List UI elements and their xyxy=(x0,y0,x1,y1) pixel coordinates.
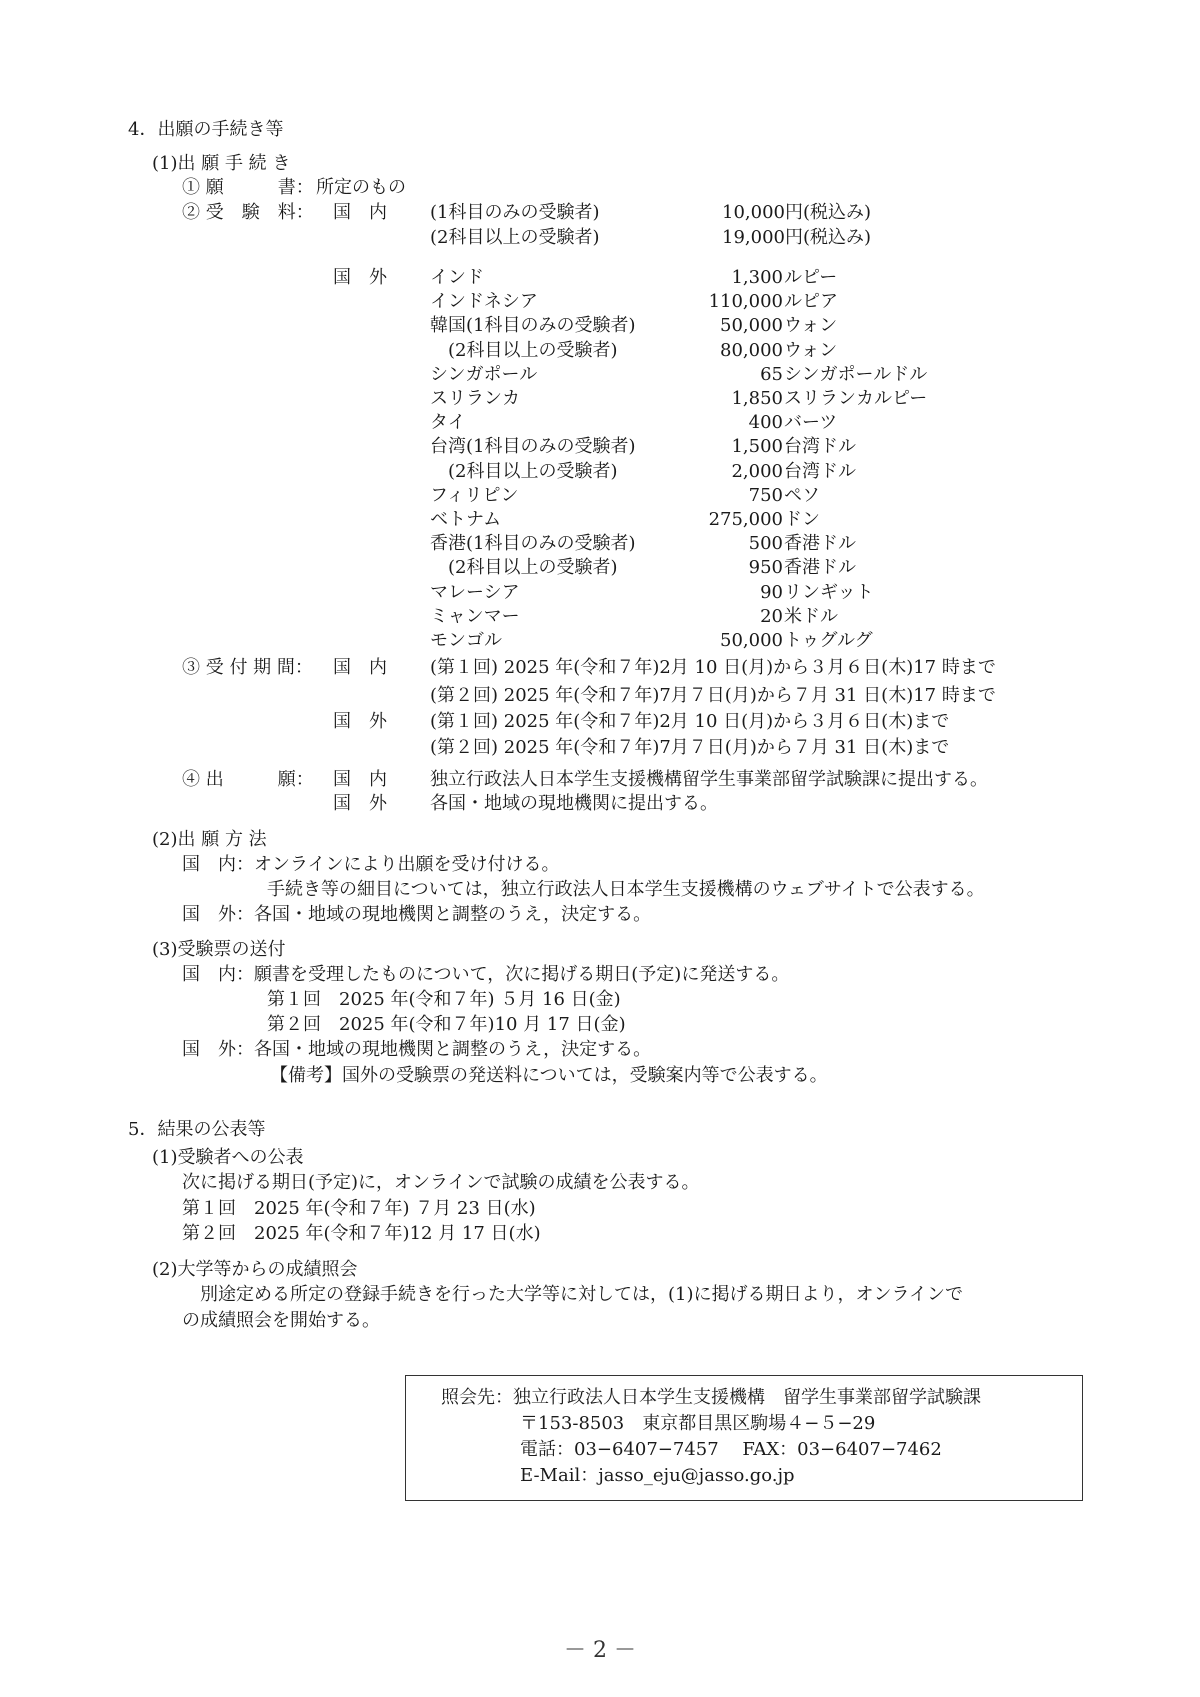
results-date-2: 第２回 2025 年(令和７年)12 月 17 日(水) xyxy=(182,1223,541,1244)
overseas-fee-currency: シンガポールドル xyxy=(784,363,928,385)
overseas-fee-amount: 65 xyxy=(760,363,783,385)
contact-org: 照会先：独立行政法人日本学生支援機構 留学生事業部留学試験課 xyxy=(441,1387,981,1408)
overseas-fee-currency: ペソ xyxy=(784,484,820,506)
overseas-fee-country: ベトナム xyxy=(430,509,502,530)
domestic-fee-name: (1科目のみの受験者) xyxy=(430,202,600,223)
overseas-fee-country: モンゴル xyxy=(430,630,502,651)
overseas-fee-currency: ルピー xyxy=(784,267,838,288)
overseas-fee-country: 韓国(1科目のみの受験者) xyxy=(430,315,636,337)
item-2-overseas: 国 外 xyxy=(333,267,387,288)
ticket-date-1: 第１回 2025 年(令和７年) ５月 16 日(金) xyxy=(267,989,621,1010)
section-4-heading: 4．出願の手続き等 xyxy=(128,119,284,140)
results-date-1: 第１回 2025 年(令和７年) ７月 23 日(水) xyxy=(182,1198,536,1219)
overseas-fee-amount: 1,300 xyxy=(731,267,783,288)
overseas-fee-country: ミャンマー xyxy=(430,605,520,627)
overseas-fee-country: (2科目以上の受験者) xyxy=(430,557,618,579)
ticket-domestic: 国 内：願書を受理したものについて，次に掲げる期日(予定)に発送する。 xyxy=(182,964,790,985)
sub-1-heading: (1)出 願 手 続 き xyxy=(152,153,291,174)
item-4-overseas: 国 外 xyxy=(333,793,387,814)
item-3-overseas: 国 外 xyxy=(333,711,387,732)
submit-overseas: 各国・地域の現地機関に提出する。 xyxy=(430,793,718,814)
overseas-fee-currency: トゥグルグ xyxy=(784,630,873,651)
overseas-fee-currency: ウォン xyxy=(784,339,838,361)
section-5-heading: 5．結果の公表等 xyxy=(128,1119,266,1140)
inquiry-line-2: の成績照会を開始する。 xyxy=(182,1310,380,1331)
submit-domestic: 独立行政法人日本学生支援機構留学生事業部留学試験課に提出する。 xyxy=(430,769,988,790)
overseas-fee-currency: 香港ドル xyxy=(784,533,856,555)
domestic-fee-name: (2科目以上の受験者) xyxy=(430,227,600,248)
method-domestic-detail: 手続き等の細目については，独立行政法人日本学生支援機構のウェブサイトで公表する。 xyxy=(267,879,985,900)
overseas-fee-amount: 90 xyxy=(760,581,783,603)
overseas-fee-country: マレーシア xyxy=(430,581,520,603)
contact-address: 〒153-8503 東京都目黒区駒場４−５−29 xyxy=(520,1413,876,1434)
overseas-fee-currency: 台湾ドル xyxy=(784,460,856,482)
period-domestic-2: (第２回) 2025 年(令和７年)7月７日(月)から７月 31 日(木)17 時まで xyxy=(430,685,996,706)
overseas-fee-amount: 1,500 xyxy=(731,436,783,458)
item-4-label: ④ 出 願： xyxy=(182,769,314,790)
overseas-fee-country: 香港(1科目のみの受験者) xyxy=(430,533,636,555)
overseas-fee-amount: 950 xyxy=(748,557,783,579)
ticket-overseas: 国 外：各国・地域の現地機関と調整のうえ，決定する。 xyxy=(182,1039,652,1060)
contact-box xyxy=(405,1375,1083,1501)
overseas-fee-country: シンガポール xyxy=(430,363,538,385)
period-domestic-1: (第１回) 2025 年(令和７年)2月 10 日(月)から３月６日(木)17 時まで xyxy=(430,657,996,678)
overseas-fee-currency: バーツ xyxy=(784,412,838,434)
contact-email[interactable]: E-Mail：jasso_eju@jasso.go.jp xyxy=(520,1465,795,1486)
overseas-fee-country: フィリピン xyxy=(430,484,519,506)
item-3-label: ③ 受 付 期 間： xyxy=(182,657,313,678)
item-3-domestic: 国 内 xyxy=(333,657,387,678)
sub-3-heading: (3)受験票の送付 xyxy=(152,939,286,960)
overseas-fee-amount: 400 xyxy=(748,412,783,434)
overseas-fee-currency: ウォン xyxy=(784,315,838,337)
page-number: － 2 － xyxy=(564,1638,636,1663)
overseas-fee-currency: ルピア xyxy=(784,291,838,313)
sub-2-heading: (2)出 願 方 法 xyxy=(152,829,267,850)
overseas-fee-country: インドネシア xyxy=(430,291,538,313)
overseas-fee-country: (2科目以上の受験者) xyxy=(430,339,618,361)
overseas-fee-amount: 80,000 xyxy=(720,339,783,361)
overseas-fee-currency: 米ドル xyxy=(784,605,838,627)
domestic-fee-amount: 19,000円(税込み) xyxy=(722,227,872,248)
overseas-fee-amount: 50,000 xyxy=(720,315,783,337)
overseas-fee-currency: 香港ドル xyxy=(784,557,856,579)
overseas-fee-currency: ドン xyxy=(784,509,820,530)
domestic-fee-amount: 10,000円(税込み) xyxy=(722,202,872,223)
overseas-fee-currency: リンギット xyxy=(784,581,874,603)
ticket-note: 【備考】国外の受験票の発送料については，受験案内等で公表する。 xyxy=(270,1065,828,1086)
overseas-fee-amount: 1,850 xyxy=(731,388,783,409)
overseas-fee-country: タイ xyxy=(430,412,466,434)
contact-phone: 電話：03−6407−7457 FAX：03−6407−7462 xyxy=(520,1439,942,1460)
item-4-domestic: 国 内 xyxy=(333,769,387,790)
period-overseas-2: (第２回) 2025 年(令和７年)7月７日(月)から７月 31 日(木)まで xyxy=(430,737,950,758)
sub-5-1-heading: (1)受験者への公表 xyxy=(152,1147,304,1168)
overseas-fee-currency: スリランカルピー xyxy=(784,388,928,409)
results-intro: 次に掲げる期日(予定)に，オンラインで試験の成績を公表する。 xyxy=(182,1172,700,1193)
overseas-fee-currency: 台湾ドル xyxy=(784,436,856,458)
method-overseas: 国 外：各国・地域の現地機関と調整のうえ，決定する。 xyxy=(182,904,652,925)
overseas-fee-country: インド xyxy=(430,267,484,288)
sub-5-2-heading: (2)大学等からの成績照会 xyxy=(152,1259,358,1280)
inquiry-line-1: 別途定める所定の登録手続きを行った大学等に対しては，(1)に掲げる期日より，オンラインで xyxy=(200,1284,963,1305)
ticket-date-2: 第２回 2025 年(令和７年)10 月 17 日(金) xyxy=(267,1014,626,1035)
overseas-fee-country: スリランカ xyxy=(430,388,520,409)
item-1-value: 所定のもの xyxy=(316,177,406,198)
overseas-fee-amount: 2,000 xyxy=(731,460,783,482)
period-overseas-1: (第１回) 2025 年(令和７年)2月 10 日(月)から３月６日(木)まで xyxy=(430,711,950,732)
item-2-label: ② 受 験 料： xyxy=(182,202,314,223)
method-domestic: 国 内：オンラインにより出願を受け付ける。 xyxy=(182,854,560,875)
overseas-fee-amount: 275,000 xyxy=(708,509,783,530)
overseas-fee-amount: 750 xyxy=(748,484,783,506)
overseas-fee-amount: 500 xyxy=(748,533,783,555)
item-1-label: ① 願 書： xyxy=(182,177,314,198)
item-2-domestic: 国 内 xyxy=(333,202,387,223)
overseas-fee-country: 台湾(1科目のみの受験者) xyxy=(430,436,636,458)
overseas-fee-amount: 110,000 xyxy=(708,291,783,313)
overseas-fee-country: (2科目以上の受験者) xyxy=(430,460,618,482)
overseas-fee-amount: 20 xyxy=(760,605,783,627)
overseas-fee-amount: 50,000 xyxy=(720,630,783,651)
